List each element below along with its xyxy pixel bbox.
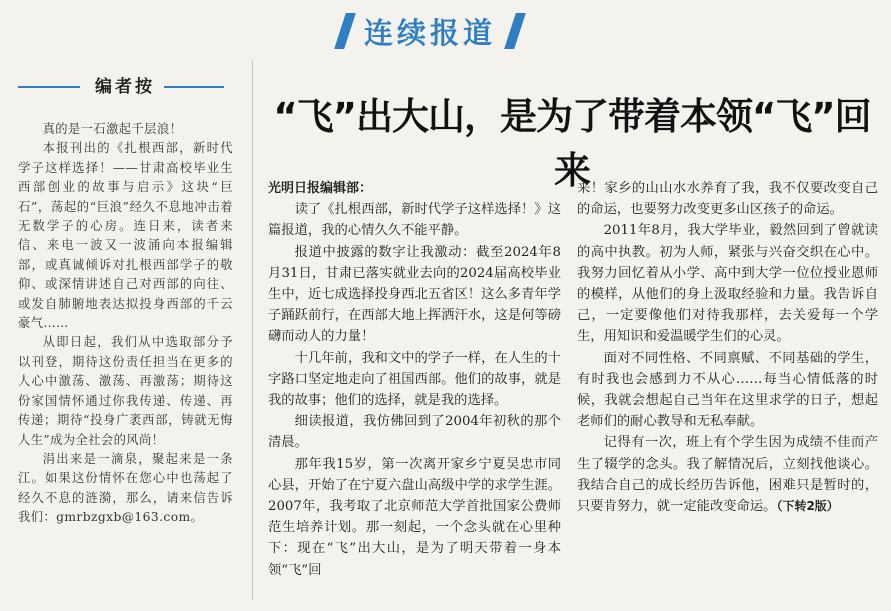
header-rule-right <box>164 86 224 88</box>
article-paragraph: 细读报道，我仿佛回到了2004年初秋的那个清晨。 <box>268 414 561 451</box>
article-column-1 <box>268 178 561 581</box>
article-paragraph: 面对不同性格、不同禀赋、不同基础的学生，有时我也会感到力不从心……每当心情低落的时候，我就会想起自己当年在这里求学的日子，想起老师们的耐心教导和无私奉献。 <box>577 350 878 430</box>
article-column-2 <box>577 178 878 517</box>
article-paragraph-continued: 来！家乡的山山水水养育了我，我不仅要改变自己的命运，也要努力改变更多山区孩子的命运。 <box>577 181 878 218</box>
section-banner-title: 连续报道 <box>364 15 497 50</box>
article-headline: “飞”出大山，是为了带着本领“飞”回来 <box>273 95 871 192</box>
article-paragraph: 十几年前，我和文中的学子一样，在人生的十字路口坚定地走向了祖国西部。他们的故事，就是我的故事；他们的选择，就是我的选择。 <box>268 350 561 409</box>
article-paragraph: 读了《扎根西部，新时代学子这样选择！》这篇报道，我的心情久久不能平静。 <box>268 202 561 239</box>
header-rule-left <box>18 86 80 88</box>
article-paragraph <box>577 432 878 517</box>
banner-bar-right <box>504 13 526 49</box>
editor-note-paragraph: 本报刊出的《扎根西部，新时代学子这样选择！——甘肃高校毕业生西部创业的故事与启示》这块“巨石”，荡起的“巨浪”经久不息地冲击着无数学子的心房。连日来，读者来信、来电一波又一波涌向本报编辑部，或真诚倾诉对扎根西部学子的敬仰、或深情讲述自己对西部的向往、或发自肺腑地表达拟投身西部的千云豪气…… <box>18 141 233 331</box>
article-paragraph-text: 记得有一次，班上有个学生因为成绩不佳而产生了辍学的念头。我了解情况后，立刻找他谈心。我结合自己的成长经历告诉他，困难只是暂时的，只要肯努力，就一定能改变命运。 <box>577 435 878 515</box>
article-paragraph: 报道中披露的数字让我激动：截至2024年8月31日，甘肃已落实就业去向的2024届高校毕业生中，近七成选择投身西北五省区！这么多青年学子踊跃前行，在西部大地上挥洒汗水，这是何等磅礴而动人的力量！ <box>268 244 561 345</box>
editor-note-paragraph: 真的是一石激起千层浪！ <box>42 122 183 136</box>
article-paragraph: 那年我15岁，第一次离开家乡宁夏吴忠市同心县，开始了在宁夏六盘山高级中学的求学生涯。2007年，我考取了北京师范大学首批国家公费师范生培养计划。那一刻起，一个念头就在心里种下：现在“飞”出大山，是为了明天带着一身本领“飞”回 <box>268 456 561 578</box>
editor-note-title: 编者按 <box>95 77 155 97</box>
editor-note-paragraph: 涓出来是一滴泉，聚起来是一条江。如果这份情怀在您心中也荡起了经久不息的涟漪，那么，请来信告诉我们：gmrbzgxb@163.com。 <box>18 451 233 525</box>
editor-note <box>0 60 244 611</box>
continued-note: （下转2版） <box>776 499 839 514</box>
article-paragraph: 2011年8月，我大学毕业，毅然回到了曾就读的高中执教。初为人师，紧张与兴奋交织在心中。我努力回忆着从小学、高中到大学一位位授业恩师的模样，从他们的身上汲取经验和力量。我告诉自己，一定要像他们对待我那样，去关爱每一个学生，用知识和爱温暖学生们的心灵。 <box>577 223 878 345</box>
column-divider <box>252 60 253 600</box>
section-banner <box>340 12 520 50</box>
editor-note-paragraph: 从即日起，我们从中选取部分予以刊登，期待这份责任担当在更多的人心中激荡、激荡、再激荡；期待这份家国情怀通过你我传递、传递、再传递；期待“投身广袤西部，铸就无悔人生”成为全社会的风尚！ <box>18 335 233 447</box>
banner-bar-left <box>334 13 356 49</box>
salutation: 光明日报编辑部： <box>268 181 373 196</box>
editor-note-header <box>0 72 244 102</box>
editor-note-body <box>18 120 233 528</box>
